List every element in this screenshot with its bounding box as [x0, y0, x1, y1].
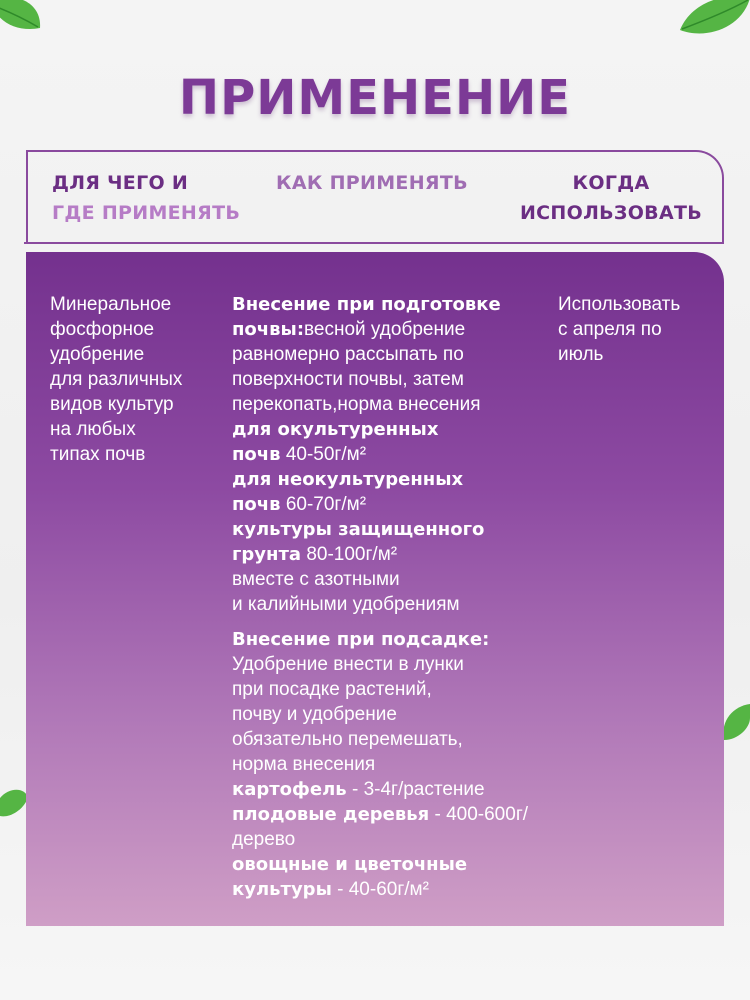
- tabs-header: [26, 150, 724, 242]
- tab-where-to-apply: ДЛЯ ЧЕГО И ГДЕ ПРИМЕНЯТЬ: [52, 172, 241, 224]
- leaf-icon: [0, 0, 50, 38]
- timing-column: Использовать с апреля по июль: [558, 294, 681, 365]
- tab-how-to-apply: КАК ПРИМЕНЯТЬ: [276, 172, 468, 194]
- tab-when-to-use: КОГДА ИСПОЛЬЗОВАТЬ: [519, 172, 703, 224]
- leaf-icon: [672, 0, 750, 42]
- purpose-column: Минеральное фосфорное удобрение для различных видов культур на любых типах почв: [50, 294, 183, 465]
- usage-column: Внесение при подготовке почвы:весной удобрение равномерно рассыпать по поверхности почвы, затем перекопать,норма внесения для окультуренных почв 40-50г/м² для неокультуренных почв 60-70г/м² культуры защищенного грунта 80-100г/м² вместе с азотными и калийными удобрениям Внесение при подсадке: Удобрение внести в лунки при посадке растений, почву и удобрение обязательно перемешать, норма внесения картофель - 3-4г/растение плодовые деревья - 400-600г/ дерево овощные и цветочные культуры - 40-60г/м²: [232, 294, 529, 900]
- page-title: ПРИМЕНЕНИЕ: [178, 70, 572, 126]
- content-panel: [26, 252, 724, 926]
